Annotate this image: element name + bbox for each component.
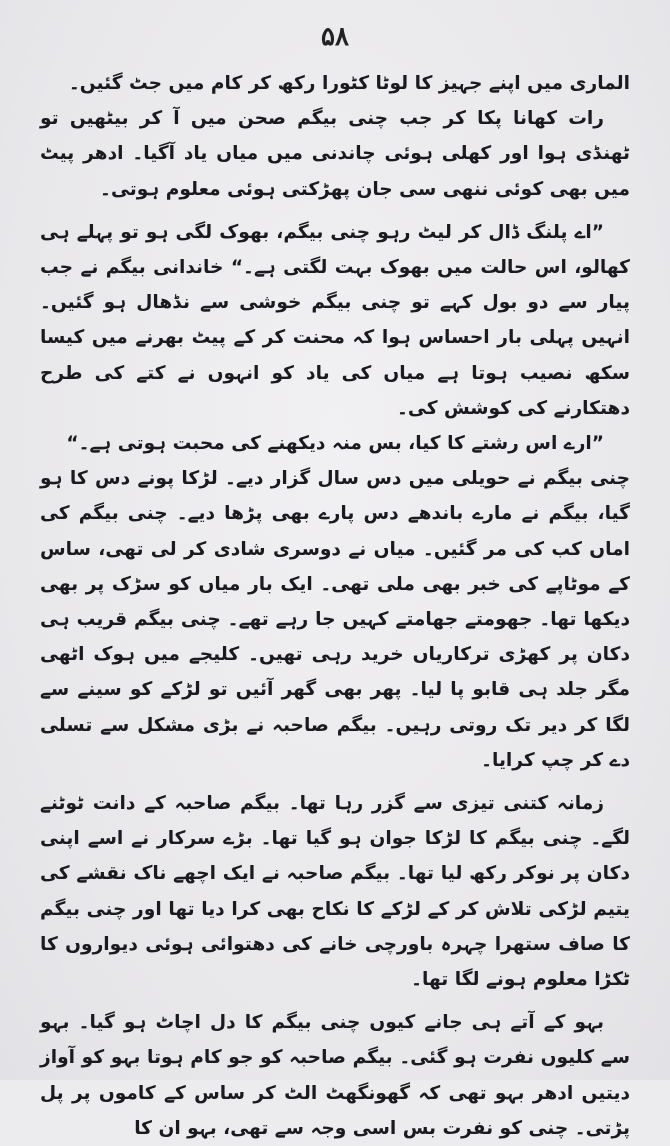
page-text xyxy=(40,66,630,1146)
paragraph-3: ”اے پلنگ ڈال کر لیٹ رہو چنی بیگم، بھوک لگی ہو تو پہلے ہی کھالو، اس حالت میں بھوک بہت لگتی ہے۔“ خاندانی بیگم نے جب پیار سے دو بول کہے تو چنی بیگم خوشی سے نڈھال ہو گئیں۔ انہیں پہلی بار احساس ہوا کہ محنت کر کے پیٹ بھرنے میں کیسا سکھ نصیب ہوتا ہے میاں کی یاد کو انہوں نے کتے کی طرح دھتکارنے کی کوشش کی۔ xyxy=(40,221,630,419)
paragraph-2: رات کھانا پکا کر جب چنی بیگم صحن میں آ کر بیٹھیں تو ٹھنڈی ہوا اور کھلی ہوئی چاندنی میں میاں یاد آگیا۔ ادھر پیٹ میں بھی کوئی ننھی سی جان پھڑکتی ہوئی معلوم ہوتی۔ xyxy=(40,108,630,200)
paragraph-7: بہو کے آتے ہی جانے کیوں چنی بیگم کا دل اچاٹ ہو گیا۔ بہو سے کلیوں نفرت ہو گئی۔ بیگم صاحبہ کو جو کام ہوتا بہو کو آواز دیتیں ادھر بہو تھی کہ گھونگھٹ الٹ کر ساس کے کاموں پر پل پڑتی۔ چنی کو نفرت بس اسی وجہ سے تھی، بہو ان کا xyxy=(40,1012,630,1139)
paragraph-6: زمانہ کتنی تیزی سے گزر رہا تھا۔ بیگم صاحبہ کے دانت ٹوٹنے لگے۔ چنی بیگم کا لڑکا جوان ہو گیا تھا۔ بڑے سرکار نے اسے اپنی دکان پر نوکر رکھ لیا تھا۔ بیگم صاحبہ نے ایک اچھے ناک نقشے کی یتیم لڑکی تلاش کر کے لڑکے کا نکاح بھی کرا دیا تھا اور چنی بیگم کا صاف ستھرا چہرہ باورچی خانے کی دھتوائی ہوئی دیواروں کا ٹکڑا معلوم ہونے لگا تھا۔ xyxy=(40,793,630,991)
paragraph-4: ”ارے اس رشتے کا کیا، بس منہ دیکھنے کی محبت ہوتی ہے۔“ xyxy=(66,433,604,455)
paragraph-5: چنی بیگم نے حویلی میں دس سال گزار دیے۔ لڑکا پونے دس کا ہو گیا، بیگم نے مارے باندھے دس پارے بھی پڑھا دیے۔ چنی بیگم کی اماں کب کی مر گئیں۔ میاں نے دوسری شادی کر لی تھی، ساس کے موٹاپے کی خبر بھی ملی تھی۔ ایک بار میاں کو سڑک پر بھی دیکھا تھا۔ جھومتے جھامتے کہیں جا رہے تھے۔ چنی بیگم قریب ہی دکان پر کھڑی ترکاریاں خرید رہی تھیں۔ کلیجے میں ہوک اٹھی مگر جلد ہی قابو پا لیا۔ پھر بھی گھر آئیں تو لڑکے کو سینے سے لگا کر دیر تک روتی رہیں۔ بیگم صاحبہ نے بڑی مشکل سے تسلی دے کر چپ کرایا۔ xyxy=(40,468,630,771)
paragraph-1: الماری میں اپنے جہیز کا لوٹا کٹورا رکھ کر کام میں جٹ گئیں۔ xyxy=(68,73,630,94)
page-number: ۵۸ xyxy=(321,22,349,52)
